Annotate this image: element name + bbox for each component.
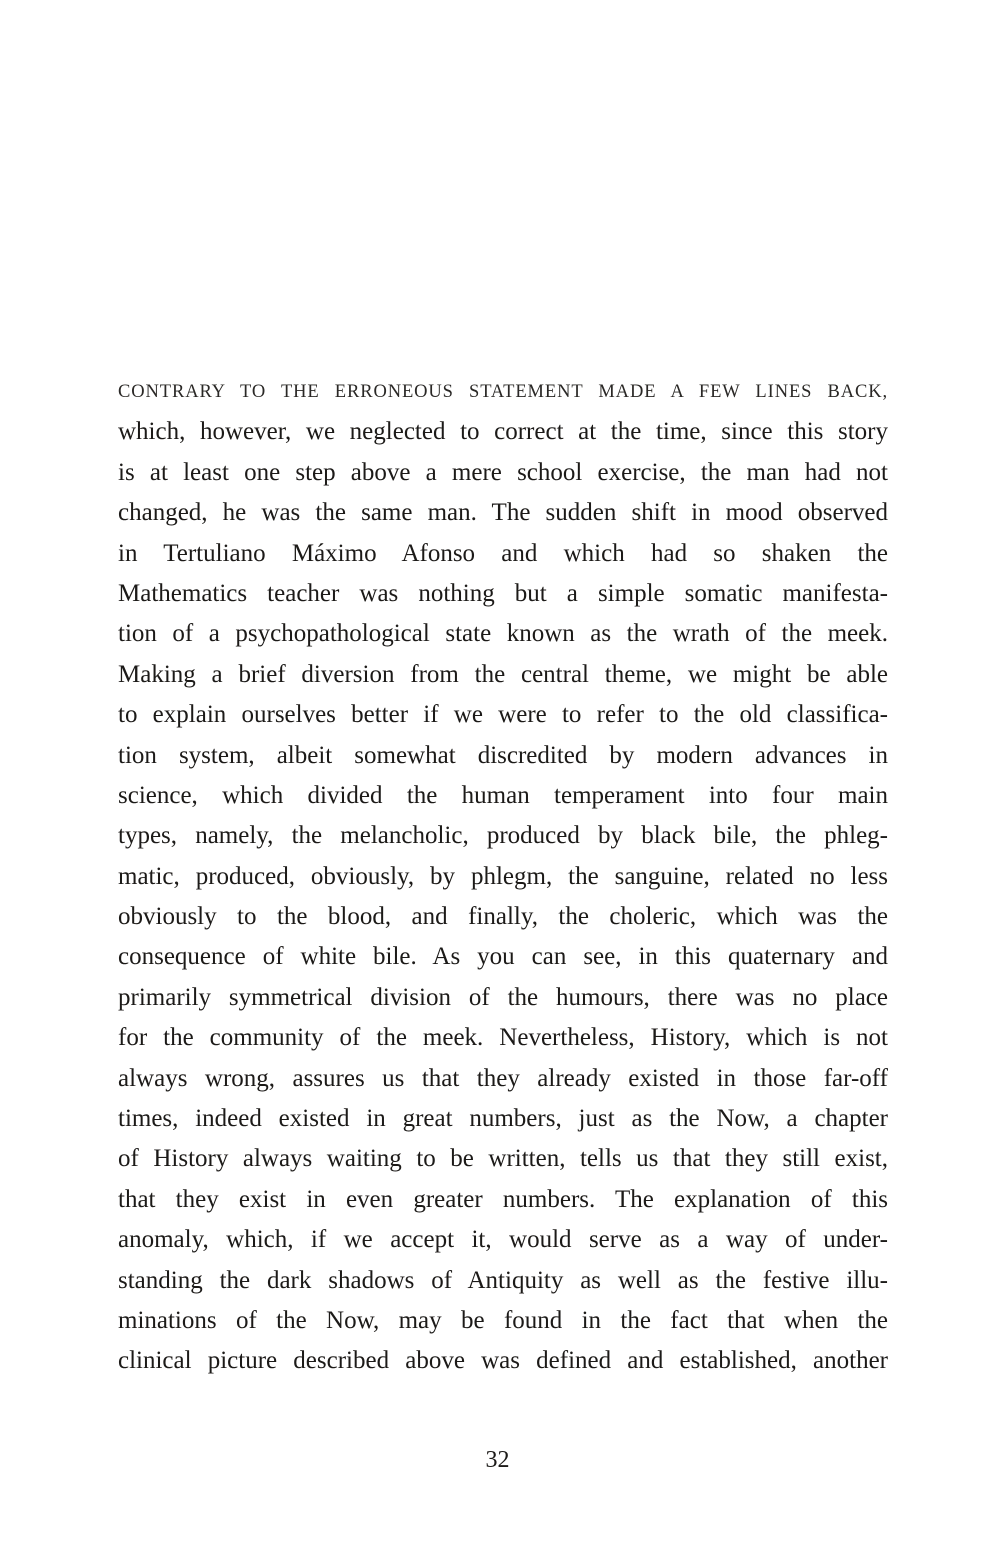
- text-line: tion of a psychopathological state known as the wrath of the meek.: [118, 620, 888, 648]
- text-line: to explain ourselves better if we were to refer to the old classifica-: [118, 701, 888, 729]
- text-line: that they exist in even greater numbers. The explanation of this: [118, 1185, 888, 1213]
- text-line: Making a brief diversion from the central theme, we might be able: [118, 660, 888, 688]
- text-line: of History always waiting to be written, tells us that they still exist,: [118, 1145, 888, 1173]
- text-line: science, which divided the human temperament into four main: [118, 781, 888, 809]
- text-line: always wrong, assures us that they already existed in those far-off: [118, 1064, 888, 1092]
- text-line: primarily symmetrical division of the humours, there was no place: [118, 983, 888, 1011]
- text-line: anomaly, which, if we accept it, would serve as a way of under-: [118, 1226, 888, 1254]
- text-line: is at least one step above a mere school exercise, the man had not: [118, 458, 888, 486]
- text-line: minations of the Now, may be found in the fact that when the: [118, 1306, 888, 1334]
- text-line: obviously to the blood, and finally, the choleric, which was the: [118, 903, 888, 931]
- text-line: tion system, albeit somewhat discredited by modern advances in: [118, 741, 888, 769]
- text-line: types, namely, the melancholic, produced by black bile, the phleg-: [118, 822, 888, 850]
- text-line: standing the dark shadows of Antiquity as well as the festive illu-: [118, 1266, 888, 1294]
- body-text: [118, 372, 888, 1382]
- text-line: for the community of the meek. Nevertheless, History, which is not: [118, 1024, 888, 1052]
- text-line: clinical picture described above was defined and established, another: [118, 1347, 888, 1375]
- text-line: consequence of white bile. As you can see, in this quaternary and: [118, 943, 888, 971]
- text-line: which, however, we neglected to correct at the time, since this story: [118, 418, 888, 446]
- opening-line-small-caps: CONTRARY TO THE ERRONEOUS STATEMENT MADE A FEW LINES BACK,: [118, 382, 888, 402]
- text-line: times, indeed existed in great numbers, just as the Now, a chapter: [118, 1105, 888, 1133]
- text-line: Mathematics teacher was nothing but a simple somatic manifesta-: [118, 579, 888, 607]
- text-line: in Tertuliano Máximo Afonso and which had so shaken the: [118, 539, 888, 567]
- text-line: changed, he was the same man. The sudden shift in mood observed: [118, 499, 888, 527]
- page-number: 32: [485, 1447, 510, 1473]
- text-line: matic, produced, obviously, by phlegm, the sanguine, related no less: [118, 862, 888, 890]
